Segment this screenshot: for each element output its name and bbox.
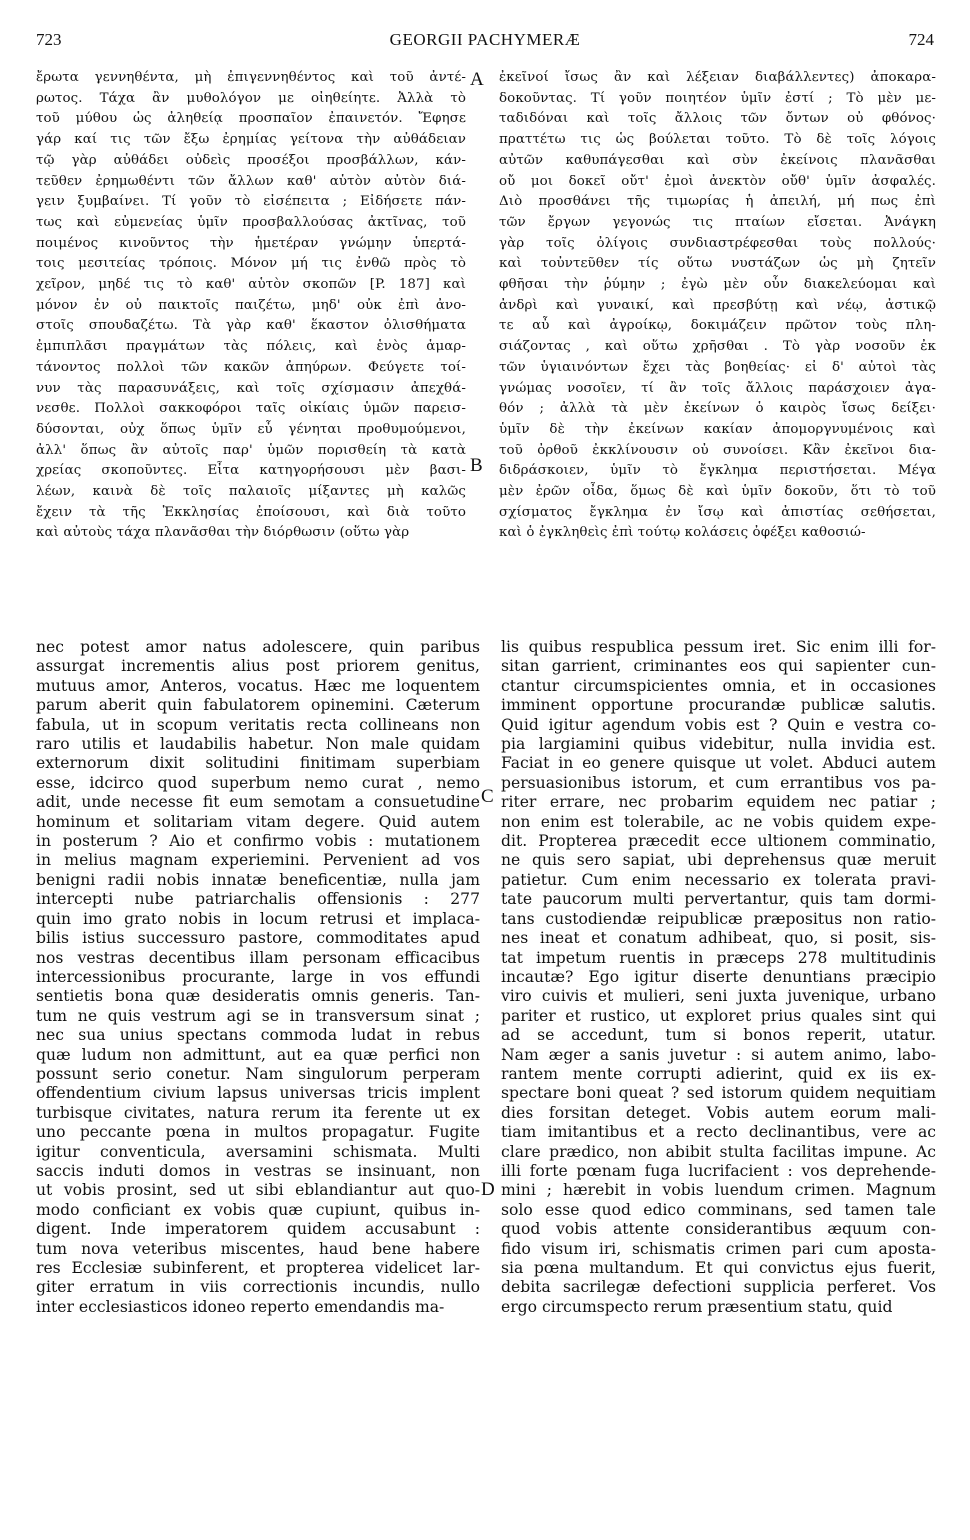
- text-line: πραττέτω τις ὡς βούλεται τοῦτο. Τὸ δὲ τοῖς λόγοις: [499, 132, 936, 148]
- text-line: assurgat incrementis alius post priorem genitus,: [36, 657, 480, 676]
- text-line: parum aberit quin fabulatorem opinemini. Cæterum: [36, 696, 480, 715]
- text-line: bilis istius successuro pastore, commoditates apud: [36, 929, 480, 948]
- text-line: τῷ γὰρ αὐθάδει οὐδεὶς προσέξοι προσβάλλων, κάν-: [36, 152, 466, 168]
- text-line: intercepti nube patriarchalis offensionis : 277: [36, 890, 480, 909]
- text-line: tum nova veteribus miscentes, haud bene habere: [36, 1239, 480, 1258]
- text-line: mutuus amor, Anteros, vocatus. Hæc me loquentem: [36, 676, 480, 695]
- greek-column-left: [36, 68, 466, 544]
- text-line: ut vobis prosint, sed ut sibi eblandiantur aut quo-: [36, 1181, 480, 1200]
- text-line: inter ecclesiasticos idoneo reperto emendandis ma-: [36, 1297, 445, 1316]
- text-line: Διὸ προσθάνει τῆς τιμωρίας ἡ ἀπειλή, μή πως ἐπὶ: [499, 194, 936, 210]
- text-line: θόν ; ἀλλὰ τὰ μὲν ἐκείνων ὁ καιρὸς ἴσως δείξει·: [499, 401, 936, 417]
- text-line: incautæ? Ego igitur diserte denuntians præcipio: [501, 967, 936, 986]
- text-line: Faciat in eo genere quisque ut volet. Abduci autem: [501, 754, 936, 773]
- text-line: νεσθε. Πολλοὶ σακκοφόροι ταῖς οἰκίαις ὑμῶν παρεισ-: [36, 401, 466, 417]
- text-line: tans custodiendæ reipublicæ præpositus non ratio-: [501, 909, 936, 928]
- latin-column-left: [36, 638, 480, 1317]
- text-line: τοις μεσιτείας τρόποις. Μόνον μή τις ἐνθῶ πρὸς τὸ: [36, 256, 466, 272]
- margin-marker-b: B: [470, 455, 483, 476]
- page-header: [36, 30, 934, 58]
- margin-marker-d: D: [481, 1179, 495, 1200]
- text-line: ἐμπιπλᾶσι πραγμάτων τὰς πόλεις, καὶ ἑνὸς ἁμαρ-: [36, 339, 466, 355]
- text-line: saccis induti domos in vestras se insinuant, non: [36, 1161, 480, 1180]
- text-line: giter erratum in viis correctionis incundis, nullo: [36, 1278, 480, 1297]
- text-line: dit. Propterea præcedit ecce ultionem comminatio,: [501, 832, 936, 851]
- text-line: intercessionibus procurante, large in vos effundi: [36, 967, 480, 986]
- text-line: Quid igitur agendum vobis est ? Quin e vestra co-: [501, 715, 936, 734]
- text-line: hominum et solitariam vitam degere. Quid autem: [36, 812, 480, 831]
- text-line: ἀνδρὶ καὶ γυναικί, καὶ πρεσβύτῃ καὶ νέῳ, ἀστικῷ: [499, 297, 936, 313]
- text-line: χεῖρον, μηδέ τις τὸ καθ' αὑτὸν σκοπῶν [P. 187] καὶ: [36, 277, 466, 293]
- text-line: pia largiamini quibus videbitur, nulla invidia est.: [501, 735, 936, 754]
- text-line: clare prædico, non abibit stulta facilitas impune. Ac: [501, 1142, 936, 1161]
- text-line: non enim est tolerabile, ac ne vobis quidem expe-: [501, 812, 936, 831]
- text-line: quin imo grato nobis in locum retrusi et implaca-: [36, 909, 480, 928]
- text-line: γειν ξυμβαίνει. Τί γοῦν τὸ εἰσέπειτα ; Εἰδήσετε πάν-: [36, 194, 466, 210]
- text-line: ἀλλ' ὅπως ἂν αὐτοῖς παρ' ὑμῶν πορισθείη τὰ κατὰ: [36, 442, 466, 458]
- text-line: quæ ludum non admittunt, aut ea quæ perfici non: [36, 1045, 480, 1064]
- text-line: νυν τὰς παρασυνάξεις, καὶ τοῖς σχίσμασιν ἀπεχθά-: [36, 380, 466, 396]
- text-line: ἔχειν τὰ τῆς Ἐκκλησίας ἐποίσουσι, καὶ διὰ τοῦτο: [36, 504, 466, 520]
- page-number-right: 724: [908, 30, 934, 49]
- text-line: καὶ ὁ ἐγκληθεὶς ἐπὶ τούτῳ κολάσεις ὀφέξει καθοσιώ-: [499, 525, 866, 541]
- text-line: τε αὖ καὶ ἀγροίκῳ, δοκιμάζειν πρῶτον τοὺς πλη-: [499, 318, 936, 334]
- text-line: igitur conventicula, aversamini schismata. Multi: [36, 1142, 480, 1161]
- text-line: τοῦ ὀρθοῦ ἐκκλίνουσιν οὐ συνοίσει. Κἂν ἐκεῖνοι δια-: [499, 442, 936, 458]
- text-line: τάνοντος πολλοὶ τῶν κακῶν ἀπηύρων. Φεύγετε τοί-: [36, 359, 466, 375]
- text-line: ad se accedunt, tum si bonos reperit, utatur.: [501, 1026, 936, 1045]
- text-line: καὶ τοὐντεῦθεν τίς οὕτω νυστάζων ὡς μὴ ζητεῖν: [499, 256, 936, 272]
- text-line: fabula, ut in scopum veritatis recta collineans non: [36, 715, 480, 734]
- text-line: dies forsitan deteget. Vobis autem eorum mali-: [501, 1103, 936, 1122]
- text-line: μὲν ἐρῶν οἶδα, ὅμως δὲ καὶ ὑμῖν δοκοῦν, ὅτι τὸ τοῦ: [499, 484, 936, 500]
- text-line: φθῆσαι τὴν ῥύμην ; ἐγὼ μὲν οὖν διακελεύομαι καὶ: [499, 277, 936, 293]
- text-line: nes ineat et conatum adhibeat, quo, si posit, sis-: [501, 929, 936, 948]
- text-line: οὔ μοι δοκεῖ οὔτ' ἐμοὶ ἀνεκτὸν οὔθ' ὑμῖν ἀσφαλές.: [499, 173, 936, 189]
- text-line: δύσονται, οὐχ ὅπως ὑμῖν εὖ γένηται προθυμούμενοι,: [36, 421, 466, 437]
- text-line: externorum dixit solitudini finitimam superbiam: [36, 754, 480, 773]
- text-line: ὑμῖν δὲ τὴν ἐκείνων κακίαν ἀπομοργνυμένοις καὶ: [499, 421, 936, 437]
- text-line: offendentium civium lapsus universas tricis implent: [36, 1084, 480, 1103]
- text-line: res Ecclesiæ subinferent, et propterea videlicet lar-: [36, 1259, 480, 1277]
- greek-column-right: [499, 68, 936, 544]
- text-line: digent. Inde imperatorem quidem accusabunt :: [36, 1220, 480, 1239]
- text-line: τοῦ μύθου ὡς ἀληθείᾳ προσπαῖον ἐπαινετόν. Ἔφησε: [36, 111, 466, 127]
- text-line: γὰρ τοῖς ὀλίγοις συνδιαστρέφεσθαι τοὺς πολλούς·: [499, 235, 936, 251]
- text-line: nec sua unius spectans commoda ludat in rebus: [36, 1026, 480, 1045]
- text-line: ἔρωτα γεννηθέντα, μὴ ἐπιγεννηθέντος καὶ τοῦ ἀντέ-: [36, 70, 466, 85]
- text-line: δοκοῦντας. Τί γοῦν ποιητέον ὑμῖν ἐστί ; Τὸ μὲν με-: [499, 90, 936, 106]
- text-line: σχίσματος ἔγκλημα ἐν ἴσῳ καὶ ἀπιστίας σεθήσεται,: [499, 504, 936, 520]
- text-line: lis quibus respublica pessum iret. Sic enim illi for-: [501, 638, 936, 656]
- text-line: quod vobis attente considerantibus æquum con-: [501, 1220, 936, 1239]
- text-line: ταδιδόναι καὶ τοῖς ἄλλοις τῶν ὄντων οὐ φθόνος·: [499, 111, 936, 127]
- text-line: rantem mente corrupti adierint, quid ex iis ex-: [501, 1064, 936, 1083]
- text-line: persuasionibus istorum, et cum errantibus vos pa-: [501, 773, 936, 792]
- text-line: esse, idcirco quod superbum nemo curat , nemo: [36, 773, 480, 792]
- text-line: τεῦθεν ἐρημωθέντι τῶν ἄλλων καθ' αὑτὸν αὐτὸν διά-: [36, 173, 466, 189]
- text-line: in posterum ? Aio et confirmo vobis : mutationem: [36, 832, 480, 851]
- text-line: tate paucorum multi pervertantur, quis tam dormi-: [501, 890, 936, 909]
- text-line: sitan garrient, criminantes eos qui sapienter cun-: [501, 657, 936, 676]
- text-line: ne quis sero sapiat, ubi deprehensus quæ meruit: [501, 851, 936, 870]
- running-title: GEORGII PACHYMERÆ: [389, 30, 581, 49]
- text-line: raro utilis et laudabilis habetur. Non male quidam: [36, 735, 480, 754]
- text-line: benigni radii nobis innatæ beneficentiæ, nulla jam: [36, 870, 480, 889]
- text-line: spectare boni queat ? sed istorum quidem nequitiam: [501, 1084, 936, 1103]
- text-line: σιάζοντας , καὶ οὕτω χρῆσθαι . Τὸ γὰρ νοσοῦν ἐκ: [499, 339, 936, 355]
- text-line: Nam æger a sanis juvetur : si autem animo, labo-: [501, 1045, 936, 1064]
- text-line: fido visum iri, schismatis crimen pari cum aposta-: [501, 1239, 936, 1258]
- text-line: ctantur circumspicientes omnia, et in occasiones: [501, 676, 936, 695]
- text-line: tiam imitantibus et a recto declinantibus, vere ac: [501, 1123, 936, 1142]
- text-line: in melius magnam experiemini. Pervenient ad vos: [36, 851, 480, 870]
- text-line: sentietis bona quæ desideratis omnis generis. Tan-: [36, 987, 480, 1006]
- text-line: imminent opportune procurandæ publicæ salutis.: [501, 696, 936, 715]
- text-line: ποιμένος κινοῦντος τὴν ἡμετέραν γνώμην ὑπερτά-: [36, 235, 466, 251]
- text-line: modo conficiant ex vobis quæ cupiunt, quibus in-: [36, 1200, 480, 1219]
- text-line: στοῖς σπουδαζέτω. Τὰ γὰρ καθ' ἕκαστον ὀλισθήματα: [36, 318, 466, 334]
- text-line: riter errare, nec probarim equidem nec patiar ;: [501, 793, 936, 812]
- text-line: uno peccante pœna in multos propagatur. Fugite: [36, 1123, 480, 1142]
- text-line: sia pœna multandum. Et qui convictus ejus fuerit,: [501, 1259, 936, 1277]
- text-line: viro cuivis et mulieri, seni juxta juvenique, urbano: [501, 987, 936, 1006]
- text-line: τῶν ἔργων γεγονώς τις πταίων εἴσεται. Ἀνάγκη: [499, 214, 936, 230]
- text-line: τως καὶ εὐμενείας ὑμῖν προσβαλλούσας ἀκτῖνας, τοῦ: [36, 214, 466, 230]
- text-line: ergo circumspecto rerum præsentium statu, quid: [501, 1297, 893, 1316]
- text-line: μόνον ἐν οὐ παικτοῖς παιζέτω, μηδ' οὐκ ἐπὶ ἀνο-: [36, 297, 466, 313]
- margin-marker-c: C: [481, 786, 494, 807]
- text-line: tum ne quis vestrum agi se in transversum sinat ;: [36, 1006, 480, 1025]
- text-line: ρωτος. Τάχα ἂν μυθολόγον με οἰηθείητε. Ἀλλὰ τὸ: [36, 90, 466, 106]
- text-line: αὐτῶν καθυπάγεσθαι καὶ σὺν ἐκείνοις πλανᾶσθαι: [499, 152, 936, 168]
- text-line: debita sacrilegæ defectioni supplicia perferet. Vos: [501, 1278, 936, 1297]
- text-line: illi forte pœnam fuga lucrifacient : vos deprehende-: [501, 1161, 936, 1180]
- text-line: λέων, καινὰ δὲ τοῖς παλαιοῖς μίξαντες μὴ καλῶς: [36, 484, 466, 500]
- text-line: turbisque civitates, natura rerum ita ferente ut ex: [36, 1103, 480, 1122]
- page-number-left: 723: [36, 30, 62, 49]
- text-line: γάρ καί τις τῶν ἔξω ἐρημίας γείτονα τὴν αὐθάδειαν: [36, 132, 466, 148]
- text-line: διδράσκοιεν, ὑμῖν τὸ ἔγκλημα περιστήσεται. Μέγα: [499, 463, 936, 479]
- latin-column-right: [501, 638, 936, 1317]
- text-line: nec potest amor natus adolescere, quin paribus: [36, 638, 480, 656]
- text-line: χρείας σκοποῦντες. Εἶτα κατηγορήσουσι μὲν βασι-: [36, 463, 466, 479]
- text-line: καὶ αὐτοὺς τάχα πλανᾶσθαι τὴν διόρθωσιν (οὕτω γὰρ: [36, 525, 410, 541]
- text-line: ἐκεῖνοί ἴσως ἂν καὶ λέξειαν διαβάλλεντες) ἀποκαρα-: [499, 70, 936, 85]
- text-line: solo esse quod edico comminans, sed tamen tale: [501, 1200, 936, 1219]
- text-line: mini ; hærebit in vobis luendum crimen. Magnum: [501, 1181, 936, 1200]
- text-line: γνώμας νοσοῖεν, τί ἂν τοῖς ἄλλοις παράσχοιεν ἀγα-: [499, 380, 936, 396]
- text-line: adit, unde necesse fit eum semotam a consuetudine: [36, 793, 480, 812]
- text-line: patietur. Cum enim necessario ex tolerata pravi-: [501, 870, 936, 889]
- text-line: τῶν ὑγιαινόντων ἔχει τὰς βοηθείας· εἰ δ' αὐτοὶ τὰς: [499, 359, 936, 375]
- text-line: possunt serio conetur. Nam singulorum perperam: [36, 1064, 480, 1083]
- text-line: nos vestras decentibus illam personam efficacibus: [36, 948, 480, 967]
- text-line: pariter et rustico, ut exploret prius quales sint qui: [501, 1006, 936, 1025]
- margin-marker-a: A: [470, 69, 484, 90]
- text-line: tat impetum ruentis in præceps 278 multitudinis: [501, 948, 936, 967]
